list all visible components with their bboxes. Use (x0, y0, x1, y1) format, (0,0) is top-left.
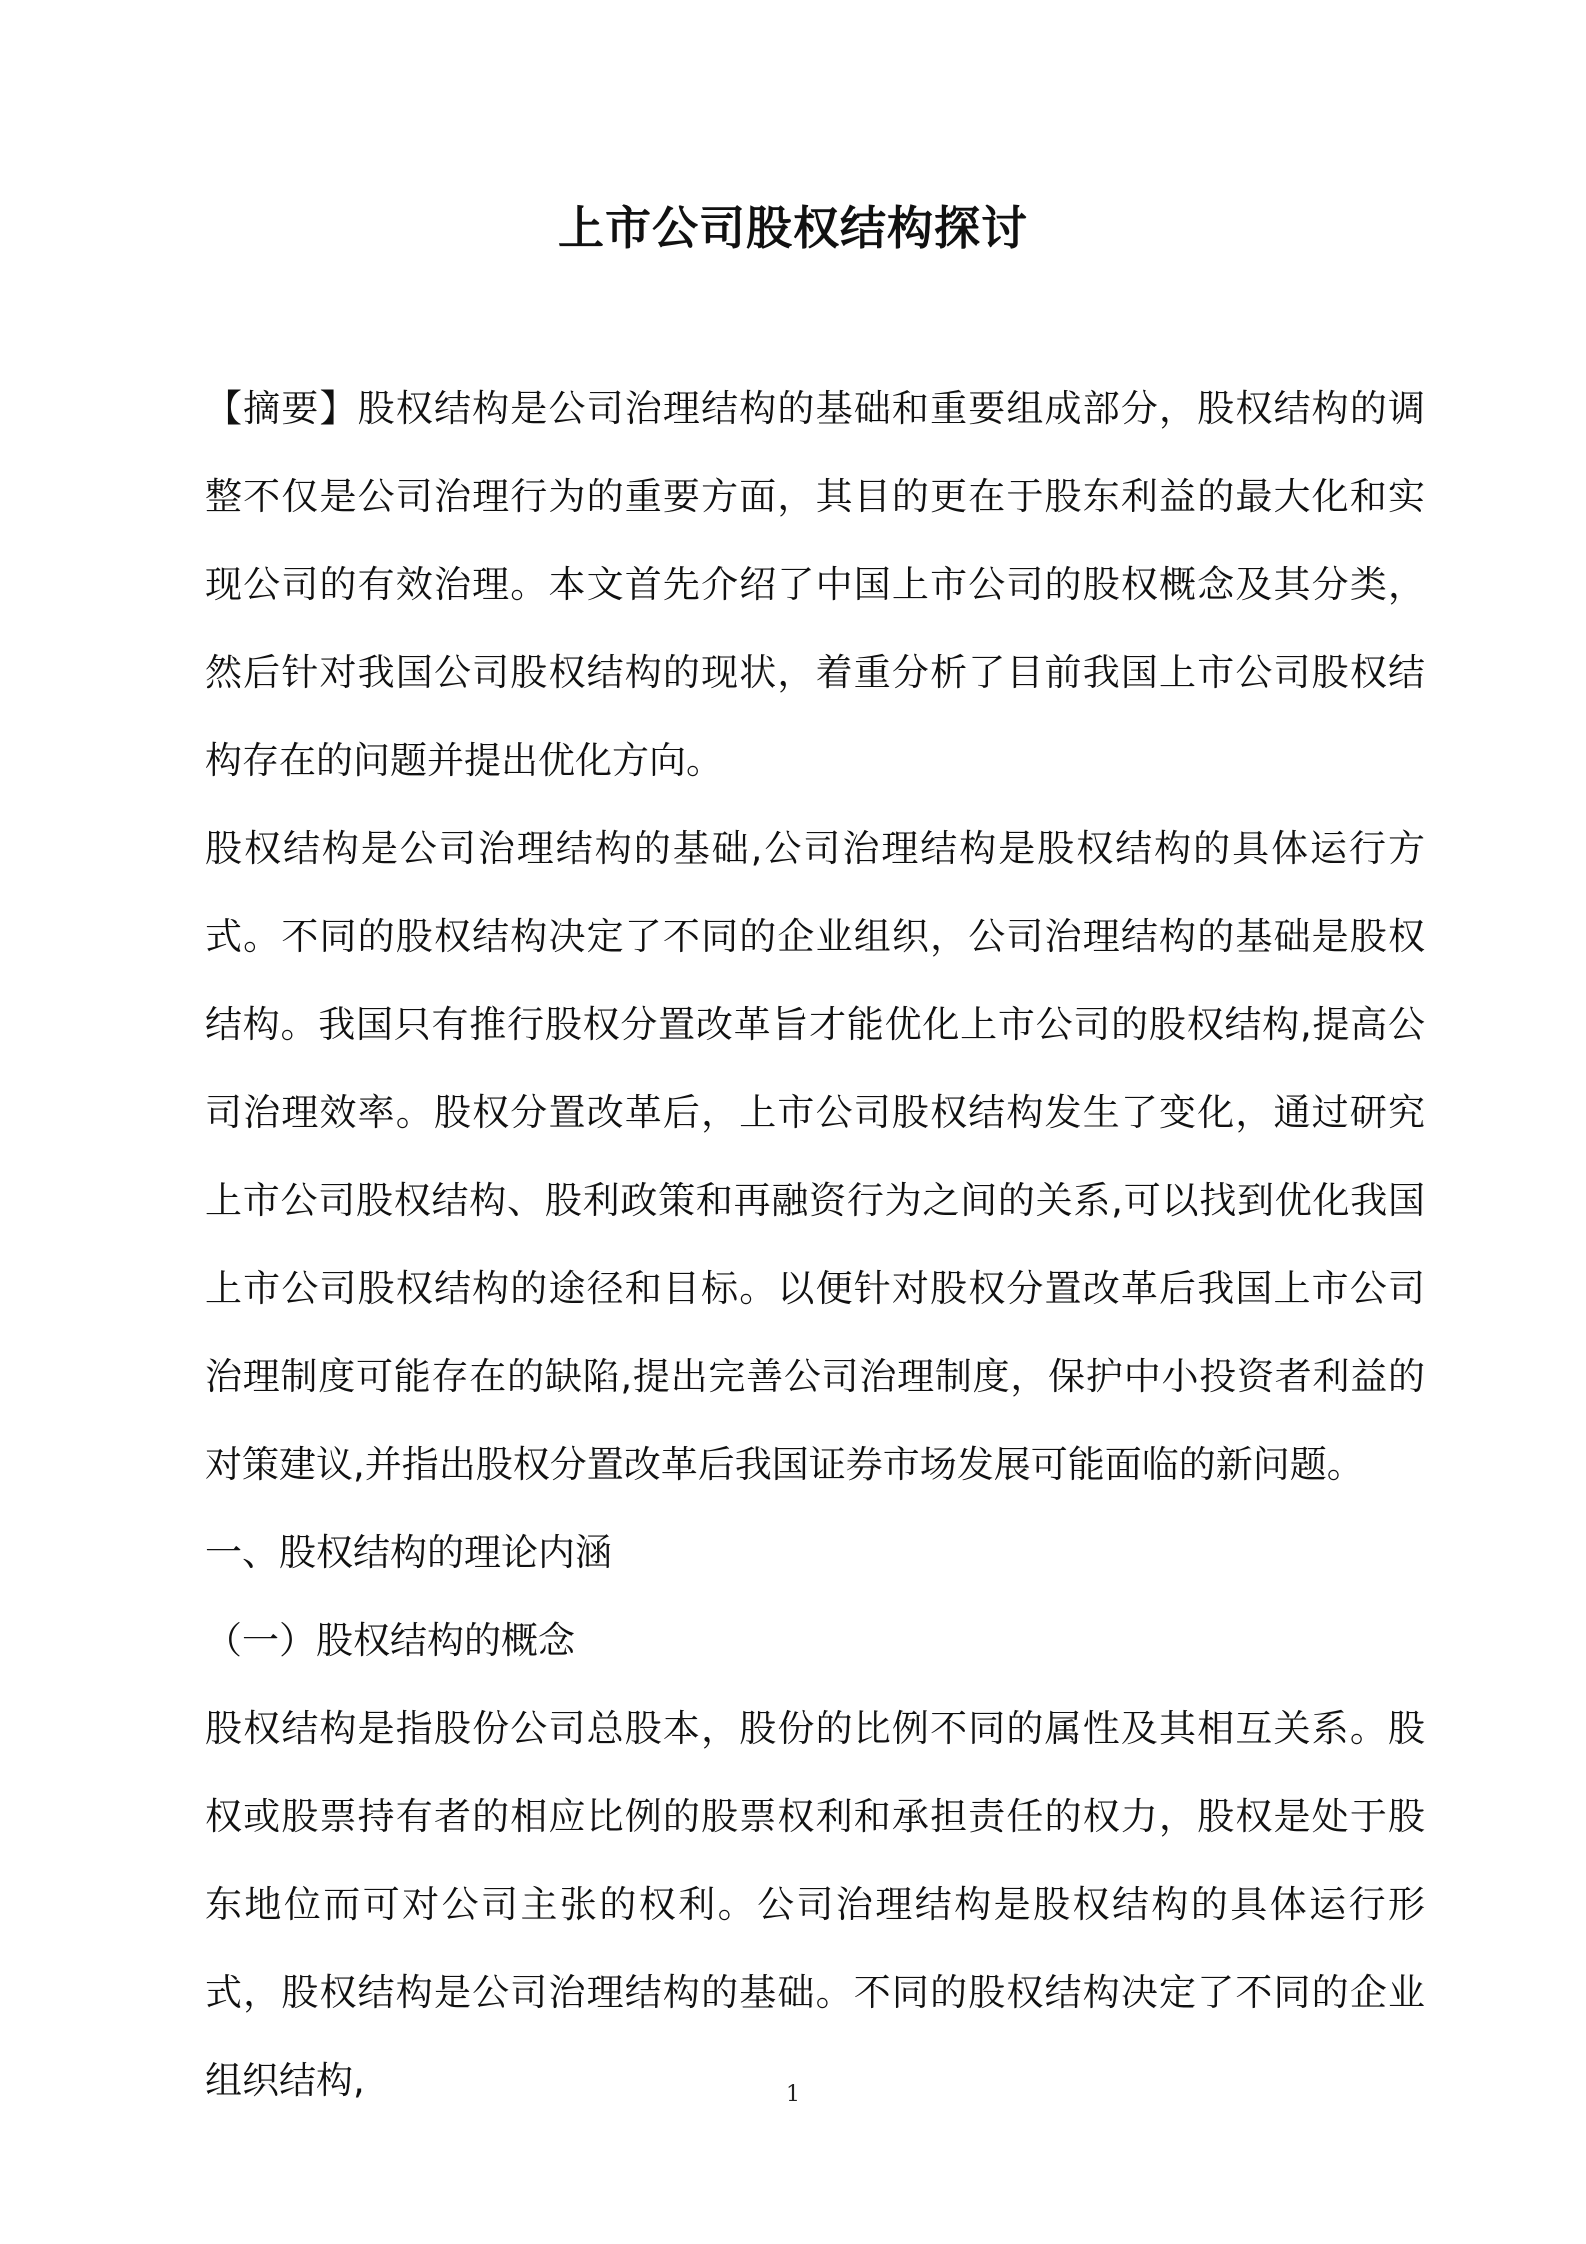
body-paragraph: 股权结构是公司治理结构的基础,公司治理结构是股权结构的具体运行方式。不同的股权结构决定了不同的企业组织，公司治理结构的基础是股权结构。我国只有推行股权分置改革旨才能优化上市公司的股权结构,提高公司治理效率。股权分置改革后，上市公司股权结构发生了变化，通过研究上市公司股权结构、股利政策和再融资行为之间的关系,可以找到优化我国上市公司股权结构的途径和目标。以便针对股权分置改革后我国上市公司治理制度可能存在的缺陷,提出完善公司治理制度，保护中小投资者利益的对策建议,并指出股权分置改革后我国证券市场发展可能面临的新问题。 (205, 827, 1425, 1486)
page-number: 1 (786, 2082, 800, 2107)
subsection-heading: （一）股权结构的概念 (205, 1619, 575, 1662)
body-paragraph: 股权结构是指股份公司总股本，股份的比例不同的属性及其相互关系。股权或股票持有者的相应比例的股票权利和承担责任的权力，股权是处于股东地位而可对公司主张的权利。公司治理结构是股权结构的具体运行形式，股权结构是公司治理结构的基础。不同的股权结构决定了不同的企业组织结构, (205, 1707, 1425, 2102)
abstract-paragraph: 【摘要】股权结构是公司治理结构的基础和重要组成部分，股权结构的调整不仅是公司治理行为的重要方面，其目的更在于股东利益的最大化和实现公司的有效治理。本文首先介绍了中国上市公司的股权概念及其分类，然后针对我国公司股权结构的现状，着重分析了目前我国上市公司股权结构存在的问题并提出优化方向。 (205, 387, 1425, 782)
document-body (205, 365, 1425, 2125)
section-heading: 一、股权结构的理论内涵 (205, 1531, 612, 1574)
document-title: 上市公司股权结构探讨 (558, 201, 1028, 255)
